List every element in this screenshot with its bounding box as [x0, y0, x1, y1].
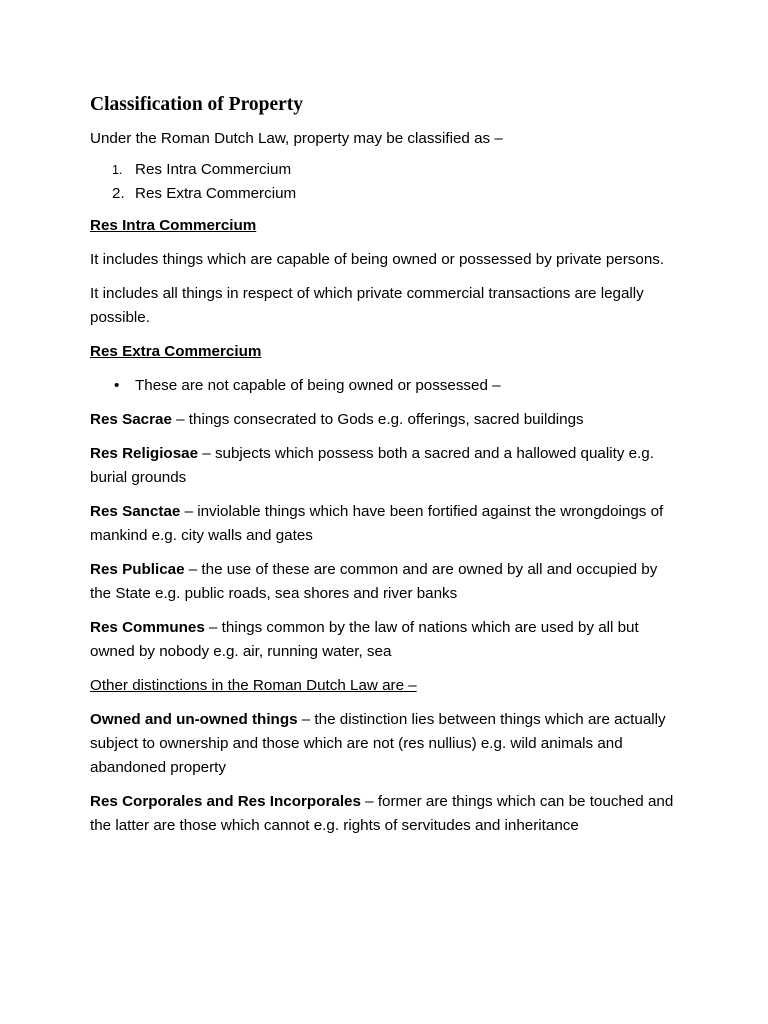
list-item-label: Res Intra Commercium [135, 161, 292, 178]
definition-text: – the use of these are common and are owned by all and occupied by the State e.g. public roads, sea shores and river banks [90, 561, 658, 602]
definition-text: – things common by the law of nations which are used by all but owned by nobody e.g. air, running water, sea [90, 619, 639, 660]
intra-paragraph-1: It includes things which are capable of being owned or possessed by private persons. [90, 251, 665, 268]
definition-term: Res Publicae [90, 561, 185, 578]
bullet-item [90, 374, 678, 398]
section-heading-other: Other distinctions in the Roman Dutch Law are – [90, 677, 417, 694]
list-number: 2. [112, 185, 125, 202]
definition-term: Res Communes [90, 619, 205, 636]
definition-term: Res Sanctae [90, 503, 181, 520]
list-item [90, 182, 678, 206]
list-number: 1. [112, 163, 123, 177]
definition-text: – inviolable things which have been fortified against the wrongdoings of mankind e.g. city walls and gates [90, 503, 664, 544]
definition-text: – the distinction lies between things which are actually subject to ownership and those which are not (res nullius) e.g. wild animals and abandoned property [90, 711, 666, 776]
page-title: Classification of Property [90, 94, 304, 115]
definition-paragraph [90, 708, 678, 780]
list-item-label: Res Extra Commercium [135, 185, 297, 202]
classification-list [90, 158, 678, 206]
definition-paragraph [90, 408, 678, 432]
bullet-icon: • [114, 377, 120, 394]
definition-paragraph [90, 558, 678, 606]
definition-paragraph [90, 500, 678, 548]
definition-term: Owned and un-owned things [90, 711, 298, 728]
definition-text: – subjects which possess both a sacred and a hallowed quality e.g. burial grounds [90, 445, 654, 486]
section-heading-intra: Res Intra Commercium [90, 217, 257, 234]
intro-paragraph: Under the Roman Dutch Law, property may be classified as – [90, 130, 503, 147]
definition-text: – things consecrated to Gods e.g. offerings, sacred buildings [171, 411, 584, 428]
intra-paragraph-2: It includes all things in respect of which private commercial transactions are legally possible. [90, 285, 644, 326]
definition-paragraph [90, 442, 678, 490]
definition-paragraph [90, 790, 678, 838]
definition-term: Res Corporales and Res Incorporales [90, 793, 361, 810]
extra-bullet-list [90, 374, 678, 398]
definition-paragraph [90, 616, 678, 664]
definition-text: – former are things which can be touched and the latter are those which cannot e.g. rights of servitudes and inheritance [90, 793, 674, 834]
list-item [90, 158, 678, 182]
definition-term: Res Sacrae [90, 411, 172, 428]
definition-term: Res Religiosae [90, 445, 199, 462]
bullet-text: These are not capable of being owned or possessed – [135, 377, 501, 394]
section-heading-extra: Res Extra Commercium [90, 343, 262, 360]
